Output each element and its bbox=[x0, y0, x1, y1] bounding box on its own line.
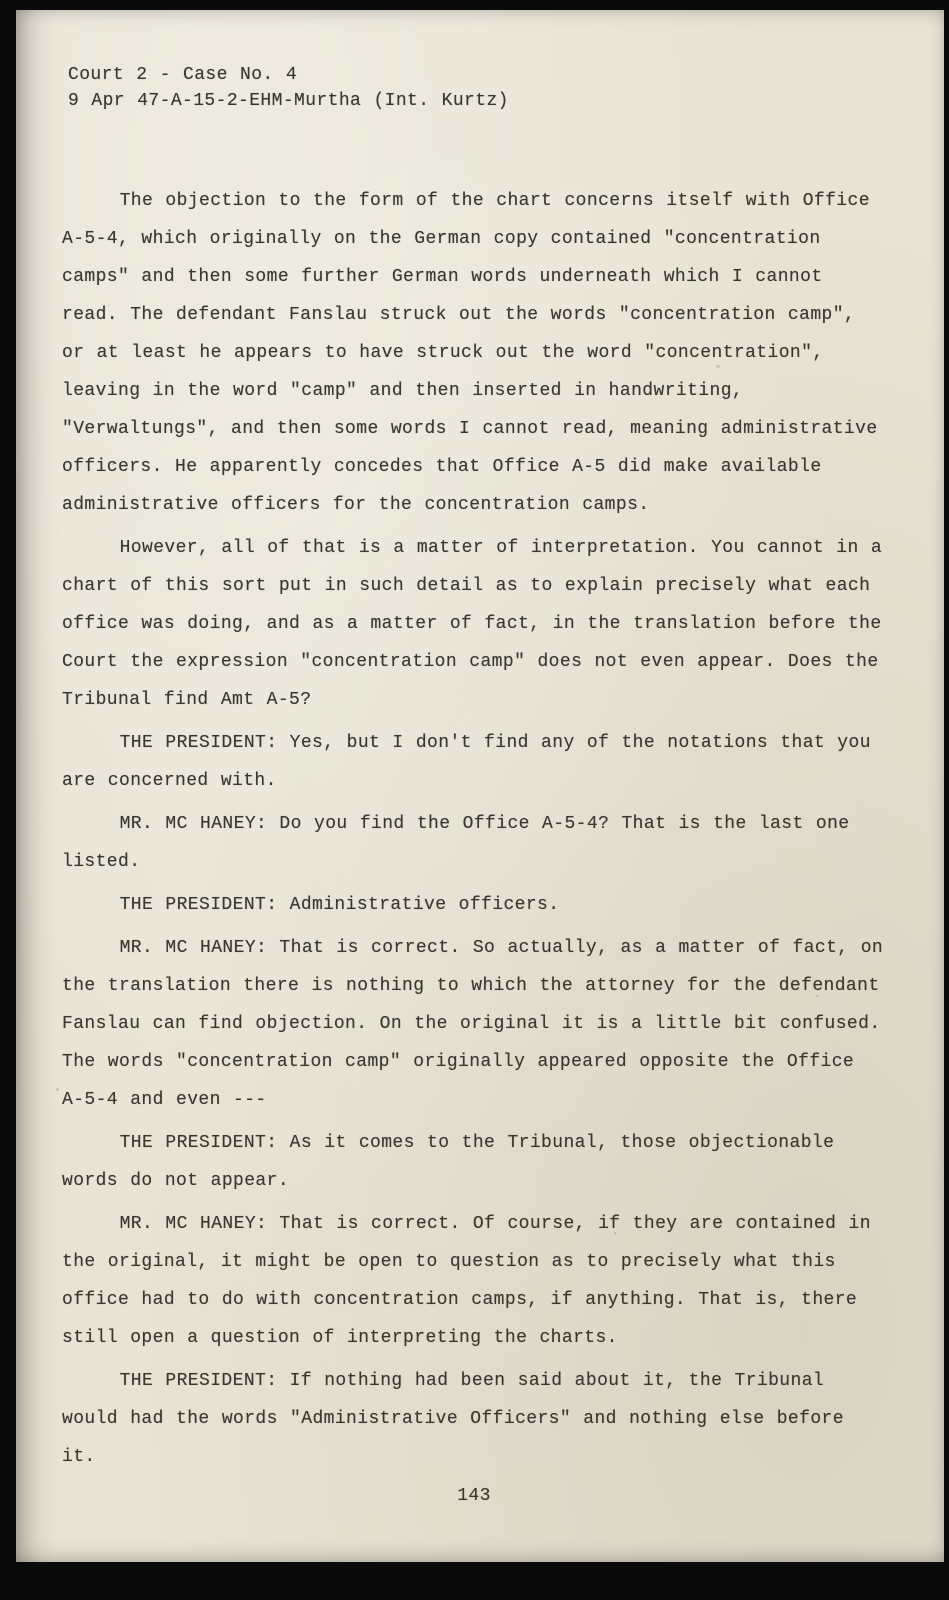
document-header bbox=[68, 62, 509, 114]
header-date-line: 9 Apr 47-A-15-2-EHM-Murtha (Int. Kurtz) bbox=[68, 91, 509, 111]
header-case-line: Court 2 - Case No. 4 bbox=[68, 65, 298, 85]
paragraph: However, all of that is a matter of interpretation. You cannot in a chart of this sort put in such detail as to explain precisely what each office was doing, and as a matter of fact, in the translation before the Court the expression "concentration camp" does not even appear. Does the Tribunal find Amt A-5? bbox=[62, 538, 883, 710]
paragraph-mchaney-speech: MR. MC HANEY: That is correct. So actually, as a matter of fact, on the translation there is nothing to which the attorney for the defendant Fanslau can find objection. On the original it is a little bit confused. The words "concentration camp" originally appeared opposite the Office A-5-4 and even --- bbox=[62, 938, 884, 1110]
paragraph-president-speech: THE PRESIDENT: Yes, but I don't find any of the notations that you are concerned with. bbox=[62, 733, 871, 791]
transcript-body bbox=[62, 182, 886, 1481]
paper-speck bbox=[56, 1088, 59, 1091]
paragraph-president-speech: THE PRESIDENT: As it comes to the Tribunal, those objectionable words do not appear. bbox=[62, 1133, 835, 1191]
paragraph-mchaney-speech: MR. MC HANEY: That is correct. Of course, if they are contained in the original, it might be open to question as to precisely what this office had to do with concentration camps, if anything. That is, there still open a question of interpreting the charts. bbox=[62, 1214, 871, 1348]
paragraph-mchaney-speech: MR. MC HANEY: Do you find the Office A-5-4? That is the last one listed. bbox=[62, 814, 850, 872]
page-number: 143 bbox=[457, 1486, 491, 1506]
paragraph: The objection to the form of the chart concerns itself with Office A-5-4, which originally on the German copy contained "concentration camps" and then some further German words underneath which I cannot read. The defendant Fanslau struck out the words "concentration camp", or at least he appears to have struck out the word "concentration", leaving in the word "camp" and then inserted in handwriting, "Verwaltungs", and then some words I cannot read, meaning administrative officers. He apparently concedes that Office A-5 did make available administrative officers for the concentration camps. bbox=[62, 191, 878, 515]
paragraph-president-speech: THE PRESIDENT: Administrative officers. bbox=[119, 895, 560, 915]
paragraph-president-speech: THE PRESIDENT: If nothing had been said about it, the Tribunal would had the words "Administrative Officers" and nothing else before it. bbox=[62, 1371, 844, 1467]
paper-sheet bbox=[16, 10, 944, 1562]
